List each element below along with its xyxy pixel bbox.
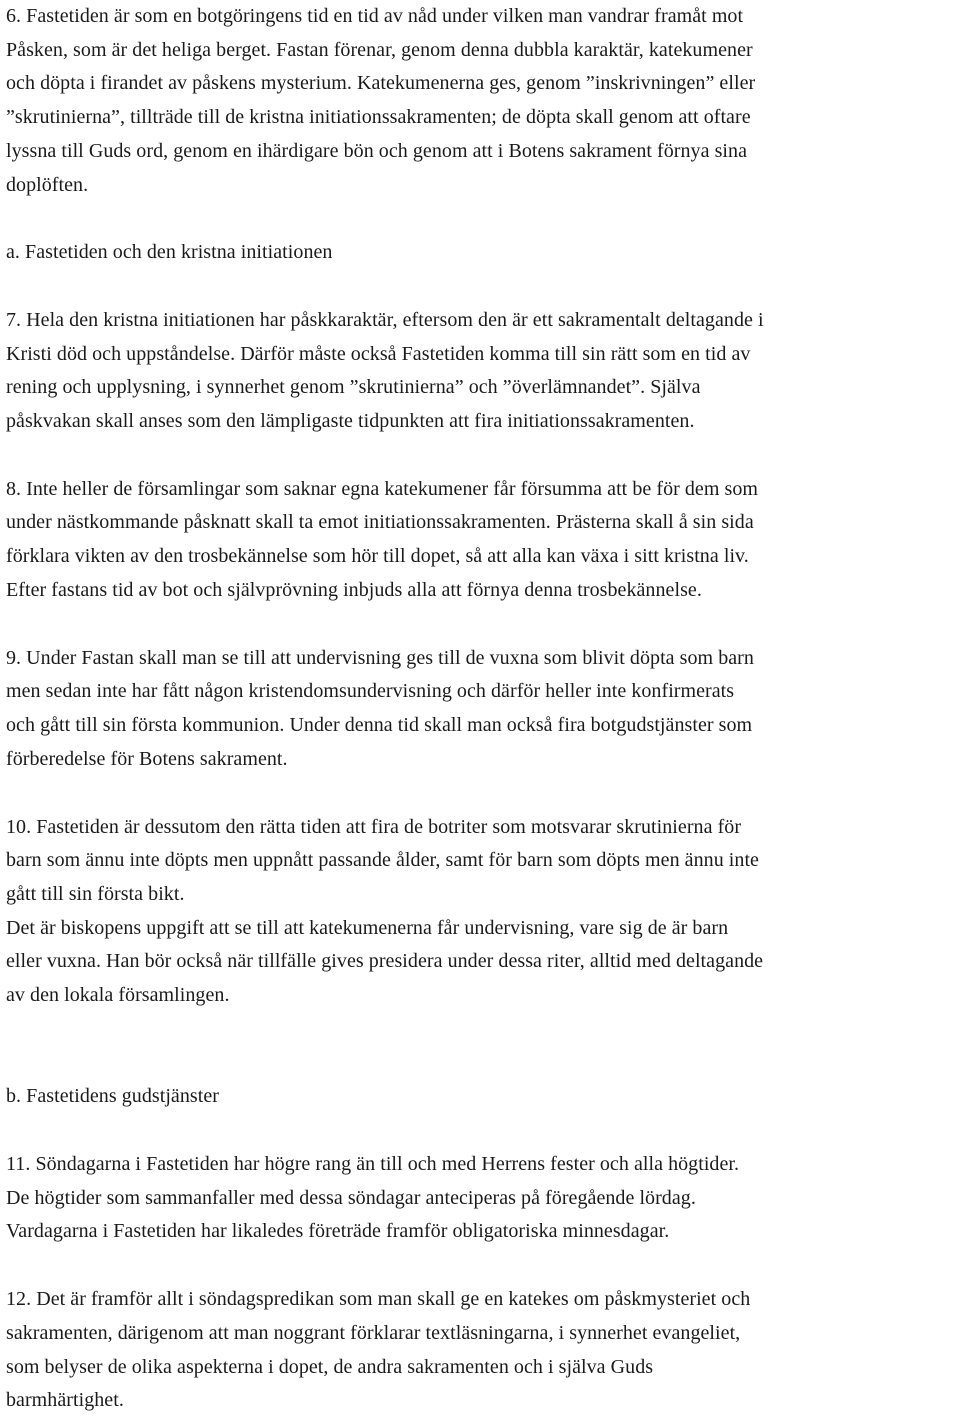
text-line: men sedan inte har fått någon kristendomsundervisning och därför heller inte konfirmerats [6,680,735,702]
text-line: och gått till sin första kommunion. Under denna tid skall man också fira botgudstjänster som [6,714,753,736]
text-line: lyssna till Guds ord, genom en ihärdigare bön och genom att i Botens sakrament förnya sina [6,140,748,162]
text-line: barmhärtighet. [6,1389,124,1411]
text-line: doplöften. [6,174,89,196]
text-line: sakramenten, därigenom att man noggrant förklarar textläsningarna, i synnerhet evangeliet, [6,1322,741,1344]
text-line: Vardagarna i Fastetiden har likaledes företräde framför obligatoriska minnesdagar. [6,1220,670,1242]
text-line: Efter fastans tid av bot och självprövning inbjuds alla att förnya denna trosbekännelse. [6,579,702,601]
text-line: 8. Inte heller de församlingar som saknar egna katekumener får försumma att be för dem som [6,478,759,500]
section-heading-b: b. Fastetidens gudstjänster [6,1085,219,1107]
text-line: av den lokala församlingen. [6,984,230,1006]
text-line: gått till sin första bikt. [6,883,185,905]
text-line: barn som ännu inte döpts men uppnått passande ålder, samt för barn som döpts men ännu inte [6,849,759,871]
text-line: under nästkommande påsknatt skall ta emot initiationssakramenten. Prästerna skall å sin sida [6,511,754,533]
text-line: påskvakan skall anses som den lämpligaste tidpunkten att fira initiationssakramenten. [6,410,695,432]
text-line: förklara vikten av den trosbekännelse som hör till dopet, så att alla kan växa i sitt kristna liv. [6,545,749,567]
text-line: förberedelse för Botens sakrament. [6,748,288,770]
text-line: Det är biskopens uppgift att se till att katekumenerna får undervisning, vare sig de är barn [6,917,729,939]
text-line: 9. Under Fastan skall man se till att undervisning ges till de vuxna som blivit döpta som barn [6,647,754,669]
text-line: De högtider som sammanfaller med dessa söndagar anteciperas på föregående lördag. [6,1187,696,1209]
text-line: 7. Hela den kristna initiationen har påskkaraktär, eftersom den är ett sakramentalt deltagande i [6,309,764,331]
text-line: rening och upplysning, i synnerhet genom ”skrutinierna” och ”överlämnandet”. Själva [6,376,701,398]
text-line: 10. Fastetiden är dessutom den rätta tiden att fira de botriter som motsvarar skrutinierna för [6,816,742,838]
text-line: som belyser de olika aspekterna i dopet, de andra sakramenten och i själva Guds [6,1356,654,1378]
section-heading-a: a. Fastetiden och den kristna initiationen [6,241,333,263]
text-line: 11. Söndagarna i Fastetiden har högre rang än till och med Herrens fester och alla högtider. [6,1153,740,1175]
text-line: och döpta i firandet av påskens mysterium. Katekumenerna ges, genom ”inskrivningen” eller [6,72,756,94]
text-line: 6. Fastetiden är som en botgöringens tid en tid av nåd under vilken man vandrar framåt mot [6,5,744,27]
text-line: ”skrutinierna”, tillträde till de kristna initiationssakramenten; de döpta skall genom att oftare [6,106,751,128]
text-line: eller vuxna. Han bör också när tillfälle gives presidera under dessa riter, alltid med deltagande [6,950,764,972]
text-line: 12. Det är framför allt i söndagspredikan som man skall ge en katekes om påskmysteriet och [6,1288,751,1310]
text-line: Påsken, som är det heliga berget. Fastan förenar, genom denna dubbla karaktär, katekumener [6,39,753,61]
text-line: Kristi död och uppståndelse. Därför måste också Fastetiden komma till sin rätt som en tid av [6,343,751,365]
